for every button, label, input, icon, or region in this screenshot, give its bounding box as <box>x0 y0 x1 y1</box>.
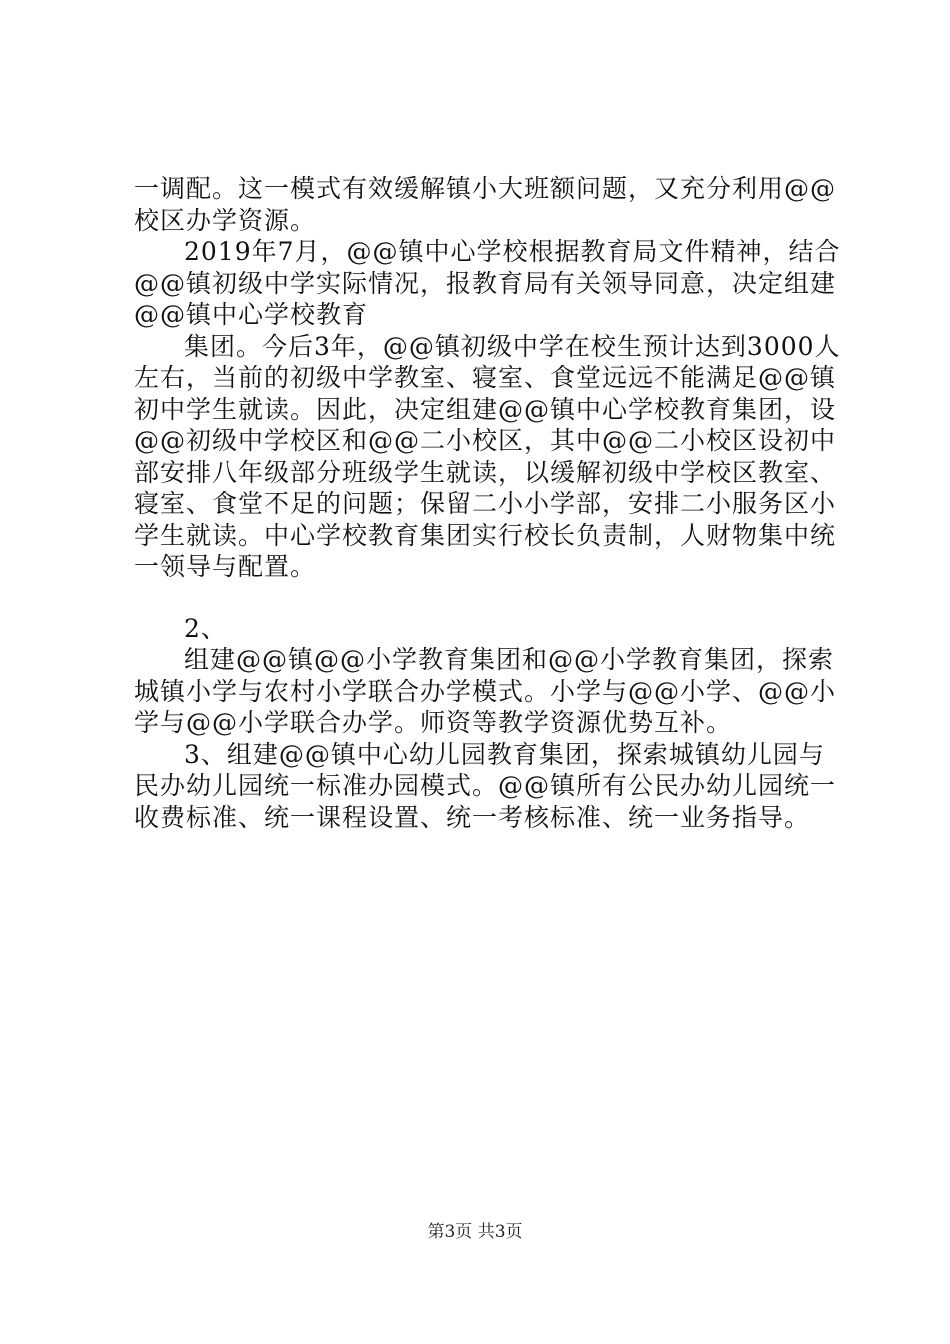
paragraph-gap <box>134 583 844 613</box>
document-body <box>134 173 844 833</box>
paragraph-4-heading: 2、 <box>184 613 227 643</box>
paragraph-5: 组建@@镇@@小学教育集团和@@小学教育集团，探索城镇小学与农村小学联合办学模式。小学与@@小学、@@小学与@@小学联合办学。师资等教学资源优势互补。 <box>134 645 837 737</box>
paragraph-2: 2019年7月，@@镇中心学校根据教育局文件精神，结合@@镇初级中学实际情况，报教育局有关领导同意，决定组建@@镇中心学校教育 <box>134 237 841 329</box>
paragraph-1: 一调配。这一模式有效缓解镇小大班额问题，又充分利用@@校区办学资源。 <box>134 174 837 235</box>
page-footer: 第3页 共3页 <box>427 1222 523 1242</box>
paragraph-3: 集团。今后3年，@@镇初级中学在校生预计达到3000人左右，当前的初级中学教室、寝室、食堂远远不能满足@@镇初中学生就读。因此，决定组建@@镇中心学校教育集团，设@@初级中学校区和@@二小校区，其中@@二小校区设初中部安排八年级部分班级学生就读，以缓解初级中学校区教室、寝室、食堂不足的问题；保留二小小学部，安排二小服务区小学生就读。中心学校教育集团实行校长负责制，人财物集中统一领导与配置。 <box>134 331 841 581</box>
paragraph-6: 3、组建@@镇中心幼儿园教育集团，探索城镇幼儿园与民办幼儿园统一标准办园模式。@@镇所有公民办幼儿园统一收费标准、统一课程设置、统一考核标准、统一业务指导。 <box>134 739 837 832</box>
